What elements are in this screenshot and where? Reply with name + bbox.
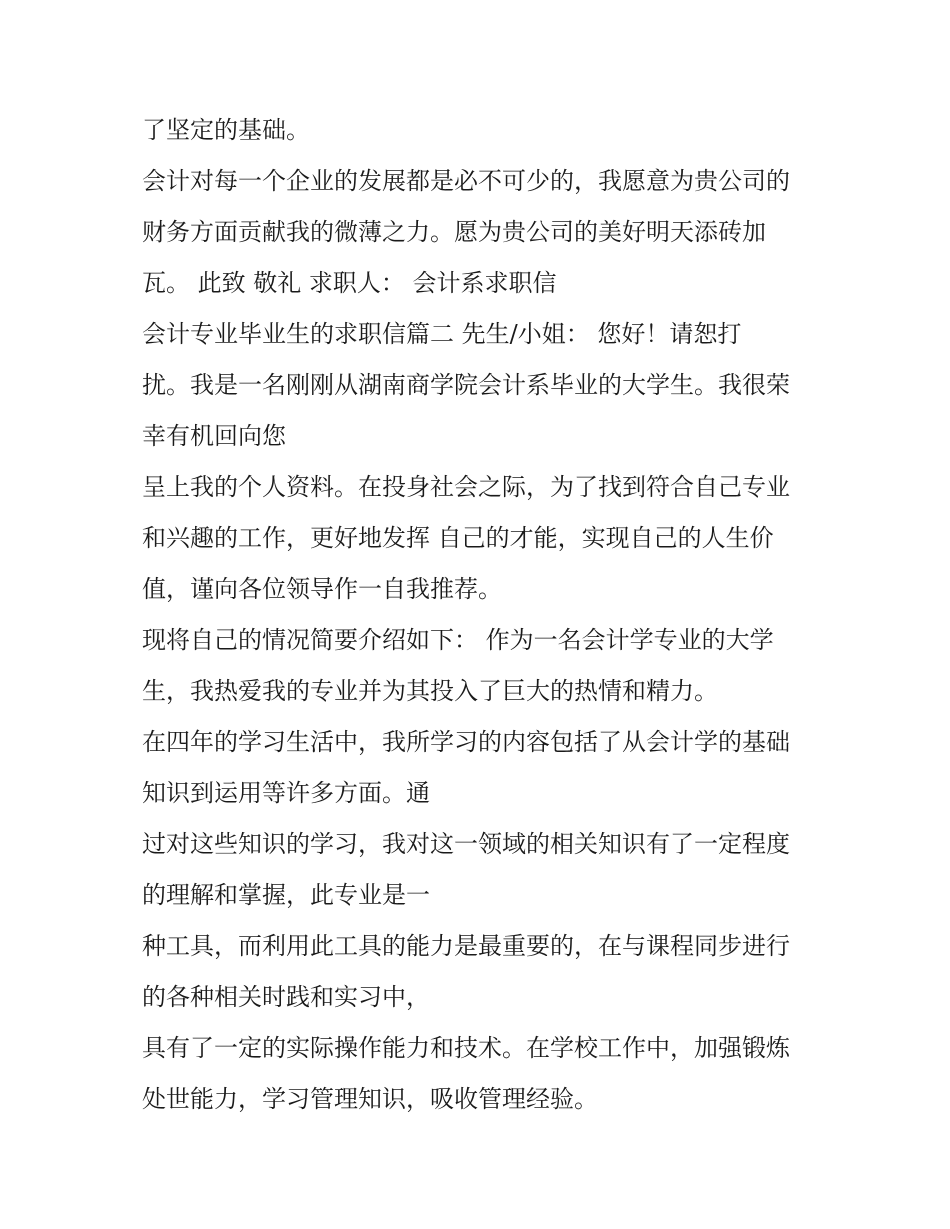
text-line: 处世能力，学习管理知识，吸收管理经验。 — [142, 1085, 598, 1113]
text-line: 种工具，而利用此工具的能力是最重要的，在与课程同步进行 — [142, 932, 790, 960]
text-line: 具有了一定的实际操作能力和技术。在学校工作中，加强锻炼 — [142, 1034, 790, 1062]
text-line: 过对这些知识的学习，我对这一领域的相关知识有了一定程度 — [142, 830, 790, 858]
text-line: 的理解和掌握，此专业是一 — [142, 881, 430, 909]
text-line: 知识到运用等许多方面。通 — [142, 779, 430, 807]
text-line: 会计对每一个企业的发展都是必不可少的，我愿意为贵公司的 — [142, 167, 790, 195]
text-line: 和兴趣的工作，更好地发挥 自己的才能，实现自己的人生价 — [142, 524, 774, 552]
text-line: 会计专业毕业生的求职信篇二 先生/小姐： 您好！请恕打 — [142, 320, 742, 348]
text-line: 现将自己的情况简要介绍如下： 作为一名会计学专业的大学 — [142, 626, 774, 654]
text-line: 生，我热爱我的专业并为其投入了巨大的热情和精力。 — [142, 677, 718, 705]
text-line: 幸有机回向您 — [142, 422, 286, 450]
text-line: 的各种相关时践和实习中， — [142, 983, 430, 1011]
text-line: 呈上我的个人资料。在投身社会之际，为了找到符合自己专业 — [142, 473, 790, 501]
text-line: 财务方面贡献我的微薄之力。愿为贵公司的美好明天添砖加 — [142, 218, 766, 246]
text-line: 了坚定的基础。 — [142, 116, 310, 144]
text-line: 扰。我是一名刚刚从湖南商学院会计系毕业的大学生。我很荣 — [142, 371, 790, 399]
text-line: 在四年的学习生活中，我所学习的内容包括了从会计学的基础 — [142, 728, 790, 756]
text-line: 值，谨向各位领导作一自我推荐。 — [142, 575, 502, 603]
text-line: 瓦。 此致 敬礼 求职人： 会计系求职信 — [142, 269, 557, 297]
body-text — [142, 110, 822, 1130]
